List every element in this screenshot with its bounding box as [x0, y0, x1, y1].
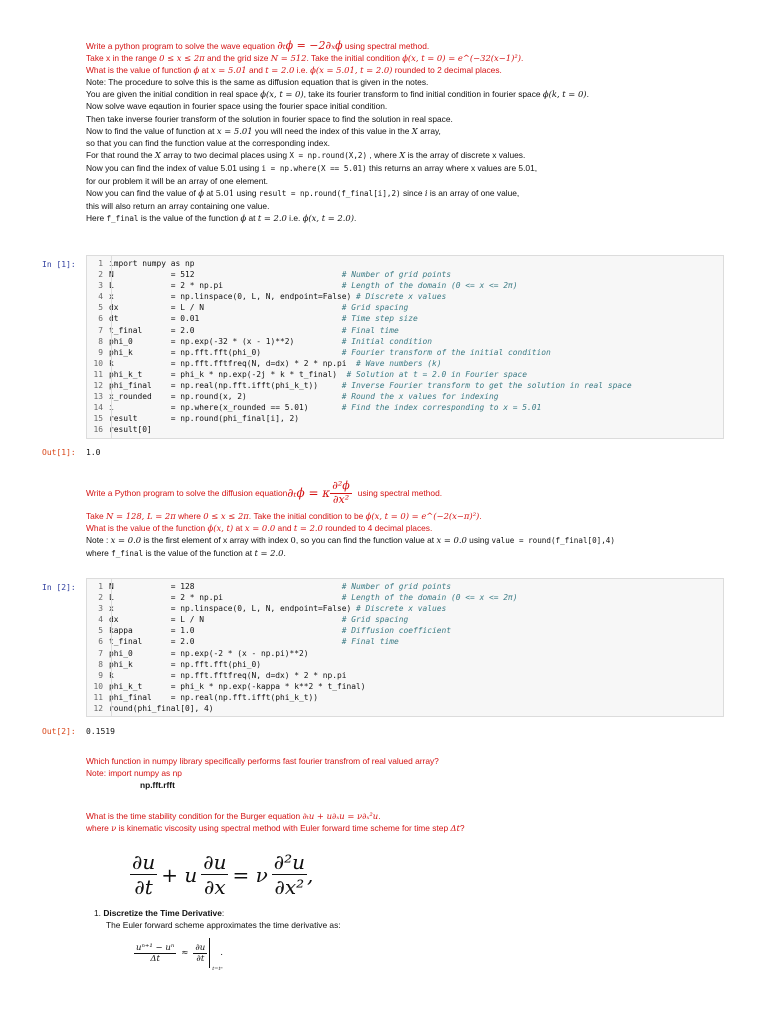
code-comment: # Wave numbers (k) [346, 358, 442, 368]
q1-note: at [203, 188, 216, 199]
code-text [109, 614, 723, 625]
code-comment: # Number of grid points [341, 582, 452, 591]
code-statement: phi_k = np.fft.fft(phi_0) [109, 347, 342, 357]
code-line [87, 692, 723, 703]
disc-fraction [134, 943, 176, 964]
code-statement: result = np.round(phi_final[i], 2) [109, 414, 300, 424]
code-statement: dx = L / N [109, 303, 342, 313]
code-line [87, 681, 723, 692]
q2-text: rounded to 4 decimal places. [322, 523, 433, 534]
line-number: 8 [98, 336, 103, 346]
code-cell-1[interactable] [86, 255, 724, 439]
line-number: 12 [93, 381, 103, 391]
q1-inline-code: X = np.round(X,2) [289, 150, 368, 160]
code-comment: # Solution at t = 2.0 in Fourier space [346, 369, 528, 379]
code-line [87, 380, 723, 391]
question-4 [86, 810, 726, 834]
line-number: 11 [93, 369, 103, 379]
line-number: 1 [98, 582, 103, 591]
code-statement: L = 2 * np.pi [109, 281, 342, 291]
code-comment: # Final time [341, 325, 399, 335]
q1-note: array, [417, 125, 441, 136]
approx-sign: ≈ [181, 948, 189, 958]
line-number: 3 [98, 604, 103, 614]
q2-text: Take [86, 511, 107, 521]
question-3 [86, 755, 726, 791]
code-text [109, 659, 723, 670]
code-text [109, 625, 723, 636]
eval-subscript: t=tⁿ [212, 966, 223, 972]
q2-fraction [330, 480, 352, 505]
code-line [87, 603, 723, 614]
q1-note: Now you can find the index of value 5.01 using [86, 162, 262, 173]
q1-text: . Take the initial condition [306, 53, 403, 64]
q2-text: at [233, 523, 245, 534]
q1-note: . [354, 213, 357, 224]
eq-denominator: ∂x [204, 875, 226, 899]
question-2 [86, 476, 726, 560]
line-number: 9 [98, 670, 103, 680]
code-comment: # Diffusion coefficient [341, 626, 452, 636]
q2-x-value: x = 0.0 [244, 523, 276, 534]
code-statement: N = 128 [109, 582, 342, 591]
q1-text-end: using spectral method. [342, 41, 430, 51]
q1-t-value: t = 2.0 [265, 65, 295, 76]
code-text [109, 347, 723, 358]
q1-x-value: x = 5.01 [210, 65, 247, 76]
burgers-equation-display [130, 850, 313, 899]
q4-text: where [86, 823, 112, 834]
code-text [109, 603, 723, 614]
step-text: The Euler forward scheme approximates the time derivative as: [106, 920, 341, 931]
eq-equals-nu: = ν [232, 862, 268, 887]
eq-numerator: ∂²u [273, 850, 305, 874]
disc-numerator: uⁿ⁺¹ − uⁿ [136, 942, 175, 953]
q1-note: since [400, 188, 425, 199]
code-text [109, 269, 723, 280]
q2-note: , so you can find the function value at [295, 535, 437, 546]
q1-note: i.e. [286, 213, 303, 224]
q1-note: Then take inverse fourier transform of the solution in fourier space to find the solution in real space. [86, 113, 453, 124]
q1-grid-size: N = 512 [270, 53, 307, 64]
code-text [109, 258, 723, 269]
q1-note: using [234, 188, 259, 199]
q1-note-math: ϕ(x, t = 0) [260, 89, 304, 100]
q1-note: Here [86, 213, 107, 224]
q1-note: at [246, 213, 258, 224]
q1-inline-code: i = np.where(X == 5.01) [261, 163, 367, 173]
q3-note: Note: import numpy as np [86, 768, 182, 779]
code-line [87, 336, 723, 347]
code-line [87, 302, 723, 313]
q4-text: What is the time stability condition for the Burger equation [86, 811, 303, 821]
code-text [109, 391, 723, 402]
code-text [109, 313, 723, 324]
code-line [87, 269, 723, 280]
disc-dt: ∂t [196, 953, 205, 964]
q2-grid: N = 128, L = 2π [106, 511, 176, 521]
q1-note-math: X [399, 149, 406, 160]
code-text [109, 336, 723, 347]
eq-numerator: ∂u [203, 850, 227, 874]
q1-note: , take its fourier transform to find initial condition in fourier space [303, 89, 543, 100]
q2-note: where [86, 548, 112, 559]
code-statement: phi_0 = np.exp(-32 * (x - 1)**2) [109, 336, 342, 346]
code-line [87, 424, 723, 435]
code-comment: # Find the index corresponding to x = 5.01 [341, 403, 542, 413]
code-comment: # Discrete x values [351, 604, 447, 614]
code-comment: # Inverse Fourier transform to get the solution in real space [337, 381, 632, 391]
q1-equation: ∂ₜϕ = −2∂ₓϕ [277, 39, 343, 52]
code-text [109, 413, 723, 424]
q1-note: , where [367, 149, 400, 160]
code-line [87, 358, 723, 369]
q2-text: using spectral method. [357, 487, 443, 498]
code-text [109, 692, 723, 703]
step-1 [94, 907, 734, 931]
q3-answer: np.fft.rfft [140, 780, 175, 791]
code-comment: # Grid spacing [341, 303, 409, 313]
q1-note-math: x = 5.01 [216, 125, 253, 136]
code-statement: i = np.where(x_rounded == 5.01) [109, 403, 342, 413]
code-line [87, 413, 723, 424]
q1-note: Note: The procedure to solve this is the same as diffusion equation that is given in the notes. [86, 77, 429, 88]
q1-note: is the array of discrete x values. [405, 149, 526, 160]
eq-denominator: ∂x² [274, 875, 305, 899]
q4-dt: Δt [450, 823, 460, 834]
code-statement: phi_k_t = phi_k * np.exp(-kappa * k**2 * t_final) [109, 681, 366, 691]
q1-text: Write a python program to solve the wave equation [86, 41, 278, 51]
code-line [87, 291, 723, 302]
code-comment: # Fourier transform of the initial condition [341, 347, 551, 357]
q1-note: for our problem it will be an array of one element. [86, 176, 269, 187]
code-statement: x = np.linspace(0, L, N, endpoint=False) [109, 292, 352, 302]
q2-text: where [175, 511, 204, 521]
q1-note-math: ϕ(k, t = 0) [542, 89, 587, 100]
code-statement: x = np.linspace(0, L, N, endpoint=False) [109, 604, 352, 614]
line-number: 5 [98, 626, 103, 636]
code-text [109, 302, 723, 313]
q1-text: and the grid size [204, 53, 271, 64]
line-number: 6 [98, 314, 103, 324]
q1-note-math: ϕ(x, t = 2.0) [302, 213, 355, 224]
code-text [109, 358, 723, 369]
question-1 [86, 40, 726, 225]
q1-text: . [521, 53, 524, 64]
code-statement: kappa = 1.0 [109, 626, 342, 636]
code-comment: # Length of the domain (0 <= x <= 2π) [341, 281, 518, 291]
code-statement: dx = L / N [109, 615, 342, 625]
q1-phi-value: ϕ(x = 5.01, t = 2.0) [310, 65, 393, 76]
line-number: 10 [93, 358, 103, 368]
q2-note: using [466, 535, 492, 546]
du-dt-fraction [130, 850, 157, 899]
step-colon: : [221, 908, 225, 918]
q1-note: so that you can find the function value at the corresponding index. [86, 137, 330, 148]
q1-inline-code: f_final [106, 214, 139, 224]
eval-bar [209, 938, 223, 972]
code-statement: result[0] [109, 425, 152, 435]
q1-note: For that round the [86, 149, 155, 160]
q2-equation: ∂ₜϕ = κ [287, 485, 331, 500]
code-text [109, 280, 723, 291]
q1-note-math: t = 2.0 [257, 213, 287, 224]
eq-comma: , [307, 862, 314, 887]
q1-initial-condition: ϕ(x, t = 0) = e^(−32(x−1)²) [402, 53, 522, 64]
q1-note: Now you can find the value of [86, 188, 199, 199]
cell-2-in-prompt: In [2]: [42, 583, 76, 592]
code-line [87, 703, 723, 714]
code-comment: # Grid spacing [341, 615, 409, 625]
code-text [109, 670, 723, 681]
q2-phi: ϕ(x, t) [207, 523, 234, 534]
q4-equation: ∂ₜu + u∂ₓu = ν∂ₓ²u [302, 811, 379, 821]
q1-note-math: X [154, 149, 161, 160]
eq-denominator: ∂t [134, 875, 153, 899]
q1-note: this will also return an array containing one value. [86, 201, 270, 212]
code-text [109, 325, 723, 336]
q1-note-math: 5.01 [215, 188, 235, 199]
code-statement: k = np.fft.fftfreq(N, d=dx) * 2 * np.pi [109, 670, 347, 680]
line-number: 7 [98, 325, 103, 335]
code-line [87, 592, 723, 603]
q1-note: Now to find the value of function at [86, 125, 217, 136]
code-line [87, 581, 723, 592]
code-text [109, 291, 723, 302]
q1-range: 0 ≤ x ≤ 2π [159, 53, 205, 64]
code-line [87, 648, 723, 659]
q2-text: . Take the initial condition to be [248, 511, 366, 521]
q1-note-math: ϕ [240, 213, 247, 224]
code-statement: phi_k_t = phi_k * np.exp(-2j * k * t_final) [109, 369, 347, 379]
line-number: 15 [93, 414, 103, 424]
line-number: 11 [93, 692, 103, 702]
line-number: 6 [98, 637, 103, 647]
q1-text: What is the value of function [86, 65, 194, 76]
line-number: 3 [98, 281, 103, 291]
line-number: 7 [98, 648, 103, 658]
disc-derivative [193, 943, 207, 964]
q2-inline-code: value = round(f_final[0],4) [491, 536, 615, 546]
code-comment: # Number of grid points [341, 270, 452, 280]
q1-note: . [586, 89, 589, 100]
disc-denominator: Δt [150, 953, 160, 964]
code-text [109, 424, 723, 435]
code-line [87, 258, 723, 269]
code-comment: # Round the x values for indexing [341, 392, 499, 402]
cell-1-in-prompt: In [1]: [42, 260, 76, 269]
code-line [87, 280, 723, 291]
disc-period: . [220, 948, 223, 958]
code-text [109, 592, 723, 603]
line-number: 14 [93, 403, 103, 413]
line-number: 9 [98, 347, 103, 357]
q1-inline-code: result = np.round(f_final[i],2) [258, 189, 401, 199]
q2-note: . [283, 548, 286, 559]
code-statement: phi_final = np.real(np.fft.ifft(phi_k_t)) [109, 381, 338, 391]
code-text [109, 703, 723, 714]
d2u-dx2-fraction [272, 850, 307, 899]
q4-text: . [378, 811, 381, 821]
eq-plus-u: + u [161, 862, 198, 887]
q4-text: is kinematic viscosity using spectral method with Euler forward time scheme for time step [116, 823, 451, 834]
q2-text: Write a Python program to solve the diffusion equation [86, 487, 288, 498]
code-line [87, 347, 723, 358]
q1-text: at [199, 65, 211, 76]
q2-note: is the first element of x array with index [141, 535, 291, 546]
cell-1-output: 1.0 [86, 448, 101, 457]
code-comment: # Time step size [341, 314, 418, 324]
cell-2-out-prompt: Out[2]: [42, 727, 76, 736]
q1-note-math: i [424, 188, 428, 199]
code-statement: phi_k = np.fft.fft(phi_0) [109, 659, 262, 669]
q1-note: Now solve wave eqaution in fourier space using the fourier space initial condition. [86, 101, 388, 112]
q1-text: i.e. [294, 65, 311, 76]
code-line [87, 325, 723, 336]
q2-numerator: ∂²ϕ [332, 479, 350, 493]
code-comment: # Initial condition [341, 336, 433, 346]
q1-note: you will need the index of this value in the [252, 125, 412, 136]
q2-text: What is the value of the function [86, 523, 208, 534]
q1-phi: ϕ [193, 65, 200, 76]
code-line [87, 636, 723, 647]
cell-1-out-prompt: Out[1]: [42, 448, 76, 457]
q2-range: 0 ≤ x ≤ 2π [203, 511, 249, 521]
code-statement: N = 512 [109, 270, 342, 280]
line-number: 16 [93, 425, 103, 435]
code-line [87, 614, 723, 625]
q3-text: Which function in numpy library specifically performs fast fourier transfrom of real valued array? [86, 756, 439, 766]
step-title: Discretize the Time Derivative [103, 908, 222, 918]
code-text [109, 636, 723, 647]
line-number: 8 [98, 659, 103, 669]
code-statement: dt = 0.01 [109, 314, 342, 324]
q2-text: . [479, 511, 482, 521]
q1-note: this returns an array where x values are 5.01, [366, 162, 538, 173]
code-line [87, 670, 723, 681]
q1-note-math: X [411, 125, 418, 136]
disc-du: ∂u [195, 942, 206, 953]
code-line [87, 402, 723, 413]
code-statement: phi_0 = np.exp(-2 * (x - np.pi)**2) [109, 648, 309, 658]
q1-note: You are given the initial condition in real space [86, 89, 261, 100]
q1-note: is the value of the function [138, 213, 241, 224]
code-cell-2[interactable] [86, 578, 724, 717]
eq-numerator: ∂u [132, 850, 156, 874]
code-comment: # Final time [341, 637, 399, 647]
code-statement: L = 2 * np.pi [109, 593, 342, 603]
q2-denominator: ∂x² [332, 492, 350, 506]
line-number: 4 [98, 292, 103, 302]
q2-initial-condition: ϕ(x, t = 0) = e^(−2(x−π)²) [365, 511, 480, 521]
code-statement: x_rounded = np.round(x, 2) [109, 392, 342, 402]
q1-range-text: Take x in the range [86, 53, 160, 64]
line-number: 10 [93, 681, 103, 691]
q2-note-math: 0 [290, 535, 296, 546]
code-statement: k = np.fft.fftfreq(N, d=dx) * 2 * np.pi [109, 358, 347, 368]
q2-note: is the value of the function at [143, 548, 255, 559]
q4-text: ? [459, 823, 465, 834]
code-statement: t_final = 2.0 [109, 325, 342, 335]
code-statement: round(phi_final[0], 4) [109, 704, 214, 714]
line-number: 13 [93, 392, 103, 402]
code-comment: # Length of the domain (0 <= x <= 2π) [341, 593, 518, 603]
line-number: 2 [98, 593, 103, 603]
code-line [87, 369, 723, 380]
code-line [87, 659, 723, 670]
line-number: 2 [98, 270, 103, 280]
q1-text: rounded to 2 decimal places. [392, 65, 502, 76]
code-statement: t_final = 2.0 [109, 637, 342, 647]
step-number: 1. [94, 908, 101, 918]
q2-inline-code: f_final [111, 549, 144, 559]
q2-t-value: t = 2.0 [293, 523, 323, 534]
code-text [109, 581, 723, 592]
code-text [109, 369, 723, 380]
line-number: 5 [98, 303, 103, 313]
q2-text: and [275, 523, 294, 534]
code-line [87, 313, 723, 324]
code-statement: import numpy as np [109, 259, 195, 268]
code-comment: # Discrete x values [351, 292, 447, 302]
code-statement: phi_final = np.real(np.fft.ifft(phi_k_t)) [109, 692, 319, 702]
code-text [109, 380, 723, 391]
q1-note: array to two decimal places using [160, 149, 290, 160]
q1-text: and [246, 65, 266, 76]
du-dx-fraction [201, 850, 228, 899]
code-line [87, 625, 723, 636]
euler-discretization [134, 938, 223, 972]
code-line [87, 391, 723, 402]
q2-note-math: t = 2.0 [254, 548, 284, 559]
q1-note-math: ϕ [198, 188, 204, 199]
line-number: 1 [98, 259, 103, 268]
cell-2-output: 0.1519 [86, 727, 115, 736]
q2-note: Note : [86, 535, 111, 546]
line-number: 12 [93, 704, 103, 714]
q2-note-math: x = 0.0 [436, 535, 467, 546]
q1-note: is an array of one value, [427, 188, 520, 199]
code-text [109, 402, 723, 413]
code-text [109, 648, 723, 659]
code-text [109, 681, 723, 692]
q2-note-math: x = 0.0 [110, 535, 142, 546]
line-number: 4 [98, 615, 103, 625]
q4-nu: ν [111, 823, 117, 834]
